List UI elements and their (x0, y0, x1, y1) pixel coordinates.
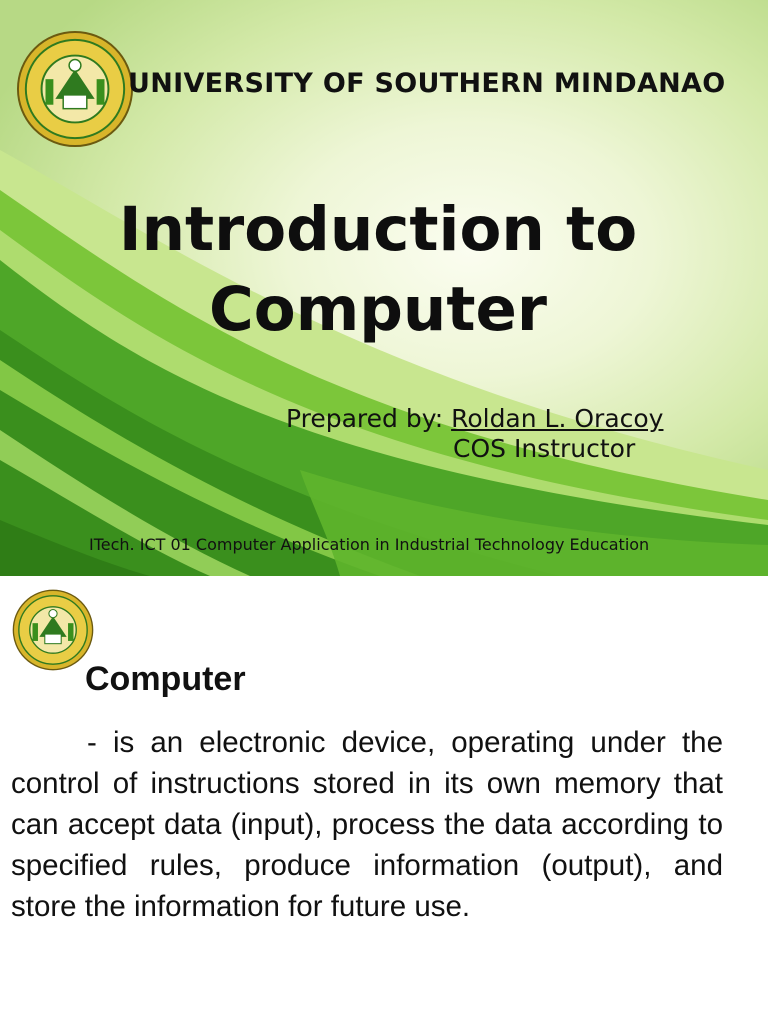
course-line: ITech. ICT 01 Computer Application in Industrial Technology Education (89, 535, 650, 554)
definition-slide (0, 576, 768, 1024)
definition-text: - is an electronic device, operating under the control of instructions stored in its own memory that can accept data (input), process the data according to specified rules, produce information (output), and store the information for future use. (11, 726, 723, 923)
university-seal-logo-small (12, 589, 94, 671)
prepared-by-label: Prepared by: (286, 404, 452, 433)
university-seal-logo (16, 30, 134, 148)
presenter-role: COS Instructor (453, 434, 636, 463)
definition-heading: Computer (85, 660, 246, 698)
presenter-name: Roldan L. Oracoy (451, 404, 664, 433)
title-line-2: Computer (209, 274, 547, 345)
university-name: UNIVERSITY OF SOUTHERN MINDANAO (128, 68, 726, 99)
presentation-title (0, 190, 756, 350)
prepared-by (286, 404, 663, 433)
title-line-1: Introduction to (118, 194, 638, 265)
